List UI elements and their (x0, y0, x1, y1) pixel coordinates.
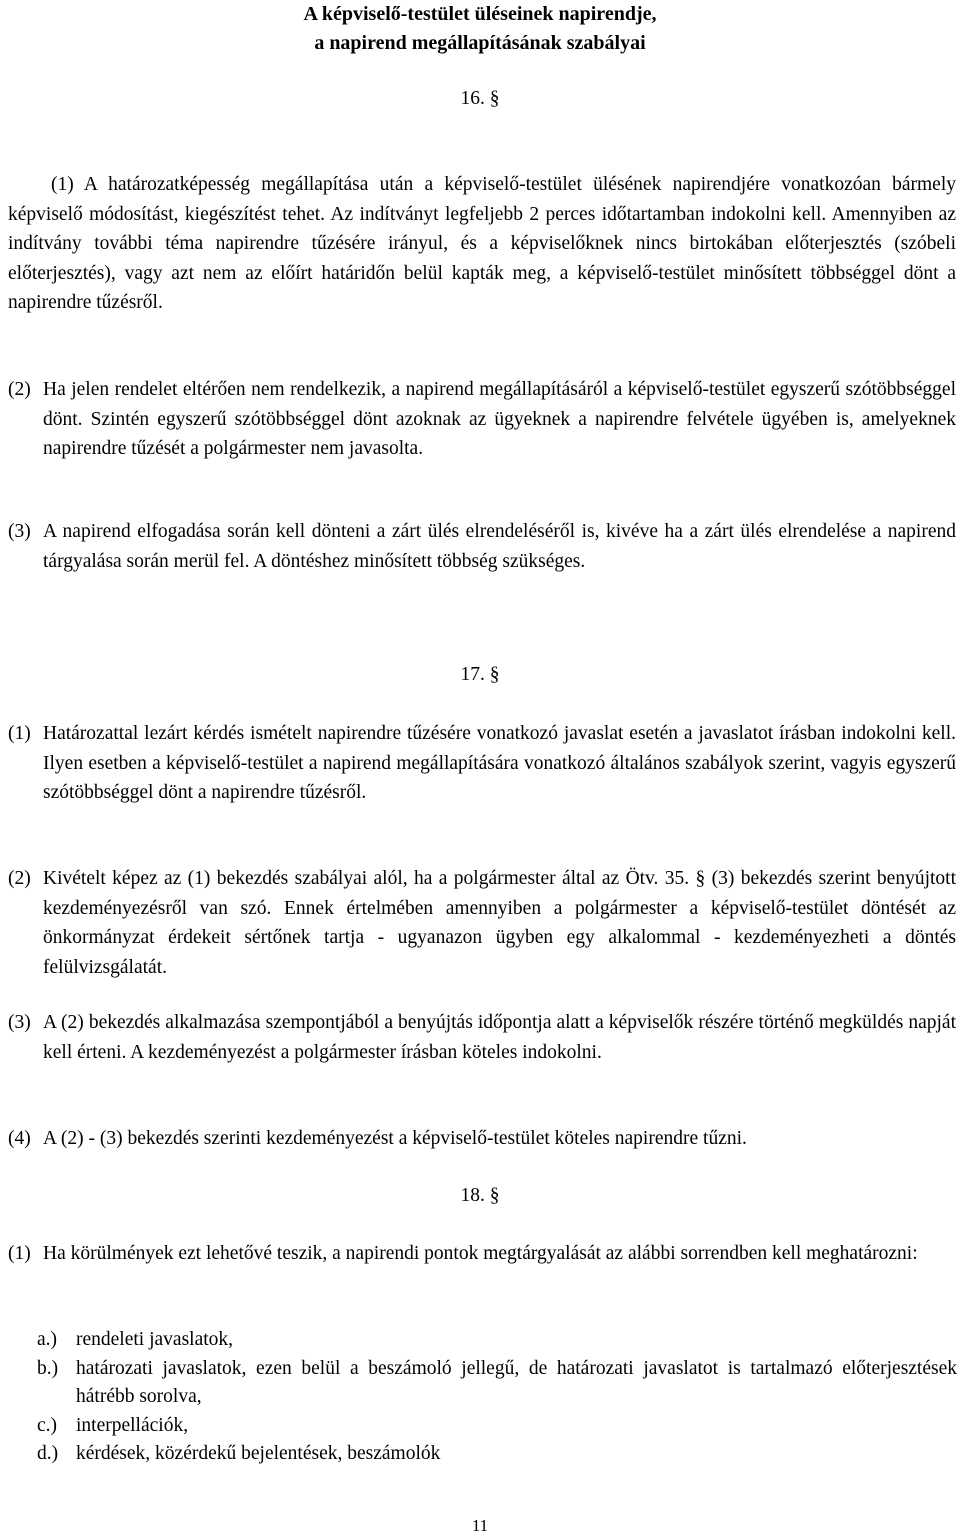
list-item (37, 1355, 957, 1412)
section-heading-17: 17. § (460, 664, 500, 685)
list-item-label: c.) (37, 1414, 58, 1436)
list-item-text: kérdések, közérdekű bejelentések, beszámolók (76, 1443, 441, 1464)
paragraph-number: (3) (8, 521, 31, 542)
list-item (37, 1326, 957, 1355)
paragraph-text: A napirend elfogadása során kell dönteni a zárt ülés elrendeléséről is, kivéve ha a zárt ülés elrendelése a napirend tárgyalása során merül fel. A döntéshez minősített többség szükséges. (43, 521, 956, 572)
paragraph-number: (2) (8, 868, 31, 889)
paragraph-number: (3) (8, 1012, 31, 1033)
section-heading-18: 18. § (460, 1185, 500, 1206)
paragraph-17-3 (8, 1008, 956, 1067)
paragraph-16-1 (8, 170, 956, 318)
paragraph-16-2 (8, 375, 956, 464)
paragraph-16-3 (8, 517, 956, 576)
list-item-text: rendeleti javaslatok, (76, 1329, 234, 1350)
paragraph-number: (2) (8, 379, 31, 400)
paragraph-text: Ha körülmények ezt lehetővé teszik, a napirendi pontok megtárgyalását az alábbi sorrendben kell meghatározni: (43, 1243, 918, 1264)
paragraph-number: (1) (8, 723, 31, 744)
section-heading-16: 16. § (460, 88, 500, 109)
paragraph-text: Határozattal lezárt kérdés ismételt napirendre tűzésére vonatkozó javaslat esetén a javaslatot írásban indokolni kell. Ilyen esetben a képviselő-testület a napirend megállapítására vonatkozó általános szabályok szerint, vagyis egyszerű szótöbbséggel dönt a napirendre tűzésről. (43, 723, 956, 803)
list-item-label: a.) (37, 1329, 58, 1350)
list-item-label: d.) (37, 1443, 59, 1464)
paragraph-17-4 (8, 1124, 956, 1154)
paragraph-number: (4) (8, 1128, 31, 1149)
list-item-label: b.) (37, 1357, 59, 1379)
paragraph-number: (1) A (51, 174, 97, 195)
paragraph-number: (1) (8, 1243, 31, 1264)
paragraph-17-1 (8, 719, 956, 808)
paragraph-text: Kivételt képez az (1) bekezdés szabályai alól, ha a polgármester által az Ötv. 35. § (3) bekezdés szerint benyújtott kezdeményezésről van szó. Ennek értelmében amennyiben a polgármester a képviselő-testület döntését az önkormányzat érdekeit sértőnek tartja - ugyanazon ügyben egy alkalommal - kezdeményezheti a döntés felülvizsgálatát. (43, 868, 956, 978)
paragraph-text: A (2) - (3) bekezdés szerinti kezdeményezést a képviselő-testület köteles napirendre tűzni. (43, 1128, 747, 1149)
document-title-line-2: a napirend megállapításának szabályai (314, 32, 646, 54)
list-item-text: interpellációk, (76, 1414, 189, 1436)
paragraph-text: A (2) bekezdés alkalmazása szempontjából a benyújtás időpontja alatt a képviselők részére történő megküldés napját kell érteni. A kezdeményezést a polgármester írásban köteles indokolni. (43, 1012, 956, 1063)
paragraph-17-2 (8, 864, 956, 982)
paragraph-text: határozatképesség megállapítása után a képviselő-testület ülésének napirendjére vonatkozóan bármely képviselő módosítást, kiegészítést tehet. Az indítványt legfeljebb 2 perces időtartamban indokolni kell. Amennyiben az indítvány további téma napirendre tűzésére irányul, és a képviselőknek nincs birtokában előterjesztés (szóbeli előterjesztés), vagy azt nem az előírt határidőn belül kapták meg, a képviselő-testület minősített többséggel dönt a napirendre tűzésről. (8, 174, 956, 313)
agenda-order-list (37, 1326, 957, 1469)
list-item (37, 1440, 957, 1469)
paragraph-18-1 (8, 1239, 956, 1269)
document-title-line-1: A képviselő-testület üléseinek napirendje, (303, 3, 657, 25)
list-item-text: határozati javaslatok, ezen belül a beszámoló jellegű, de határozati javaslatot is tartalmazó előterjesztések hátrébb sorolva, (76, 1357, 957, 1407)
page-number: 11 (471, 1516, 489, 1535)
paragraph-text: Ha jelen rendelet eltérően nem rendelkezik, a napirend megállapításáról a képviselő-testület egyszerű szótöbbséggel dönt. Szintén egyszerű szótöbbséggel dönt azoknak az ügyeknek a napirendre felvétele ügyében is, amelyeknek napirendre tűzését a polgármester nem javasolta. (43, 379, 956, 459)
list-item (37, 1412, 957, 1441)
